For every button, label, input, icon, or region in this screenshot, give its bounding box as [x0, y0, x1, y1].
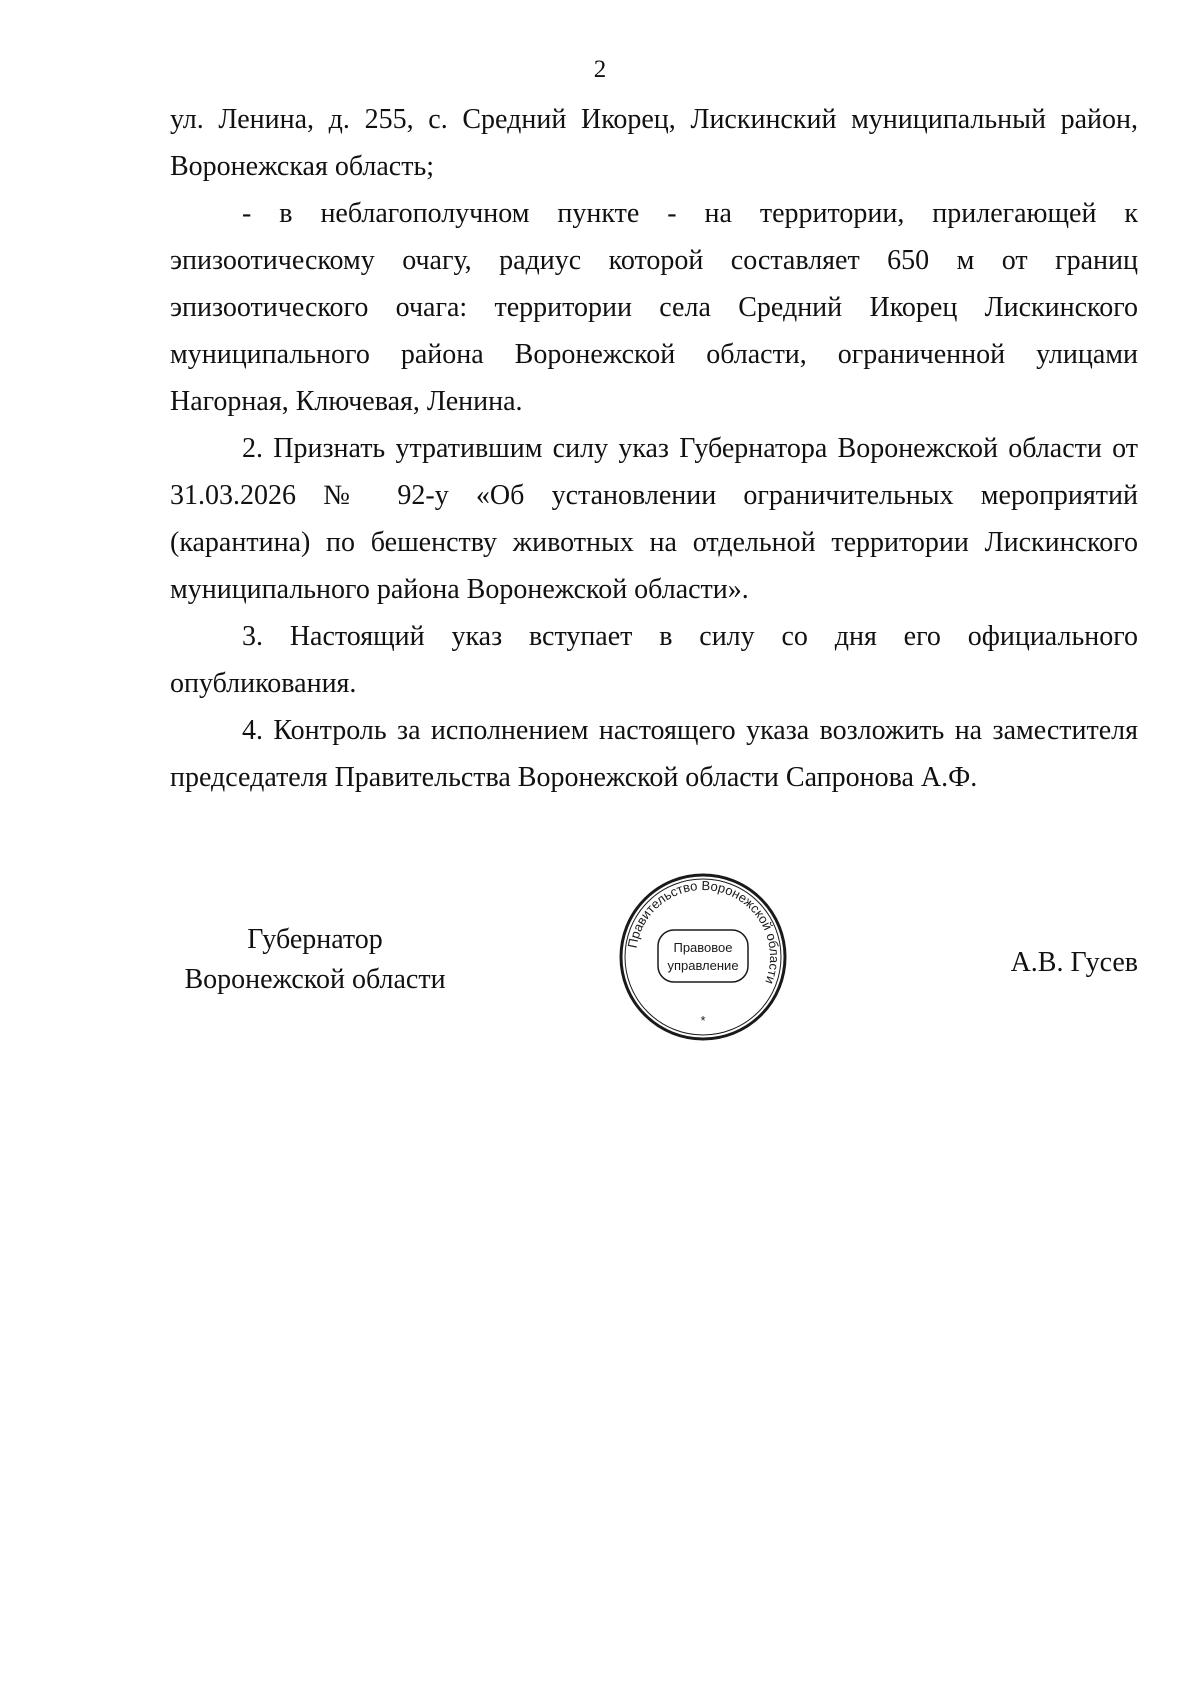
document-body: [170, 96, 1138, 801]
stamp-center-frame: [658, 930, 748, 982]
item-3-paragraph: 3. Настоящий указ вступает в силу со дня его официального опубликования.: [170, 621, 1138, 699]
address-paragraph: ул. Ленина, д. 255, с. Средний Икорец, Лискинский муниципальный район, Воронежская область;: [170, 104, 1138, 182]
page-number: 2: [593, 56, 607, 83]
stamp-star: *: [700, 1013, 706, 1028]
item-4-paragraph: 4. Контроль за исполнением настоящего указа возложить на заместителя председателя Правительства Воронежской области Сапронова А.Ф.: [170, 715, 1138, 793]
signatory-position: [170, 920, 460, 1000]
position-line-2: Воронежской области: [184, 964, 446, 995]
unfavorable-point-paragraph: - в неблагополучном пункте - на территории, прилегающей к эпизоотическому очагу, радиус которой составляет 650 м от границ эпизоотического очага: территории села Средний Икорец Лискинского муниципального района Воронежской области, ограниченной улицами Нагорная, Ключевая, Ленина.: [170, 198, 1138, 417]
official-stamp: [618, 872, 788, 1042]
stamp-inner-line-1: Правовое: [673, 940, 733, 955]
position-line-1: Губернатор: [247, 924, 383, 955]
stamp-outer-text-path: Правительство Воронежской области: [624, 877, 783, 987]
stamp-inner-line-2: управление: [667, 958, 739, 973]
item-2-paragraph: 2. Признать утратившим силу указ Губернатора Воронежской области от 31.03.2026 № 92-у «Об установлении ограничительных мероприятий (карантина) по бешенству животных на отдельной территории Лискинского муниципального района Воронежской области».: [170, 433, 1138, 605]
signatory-name: А.В. Гусев: [1010, 947, 1138, 978]
